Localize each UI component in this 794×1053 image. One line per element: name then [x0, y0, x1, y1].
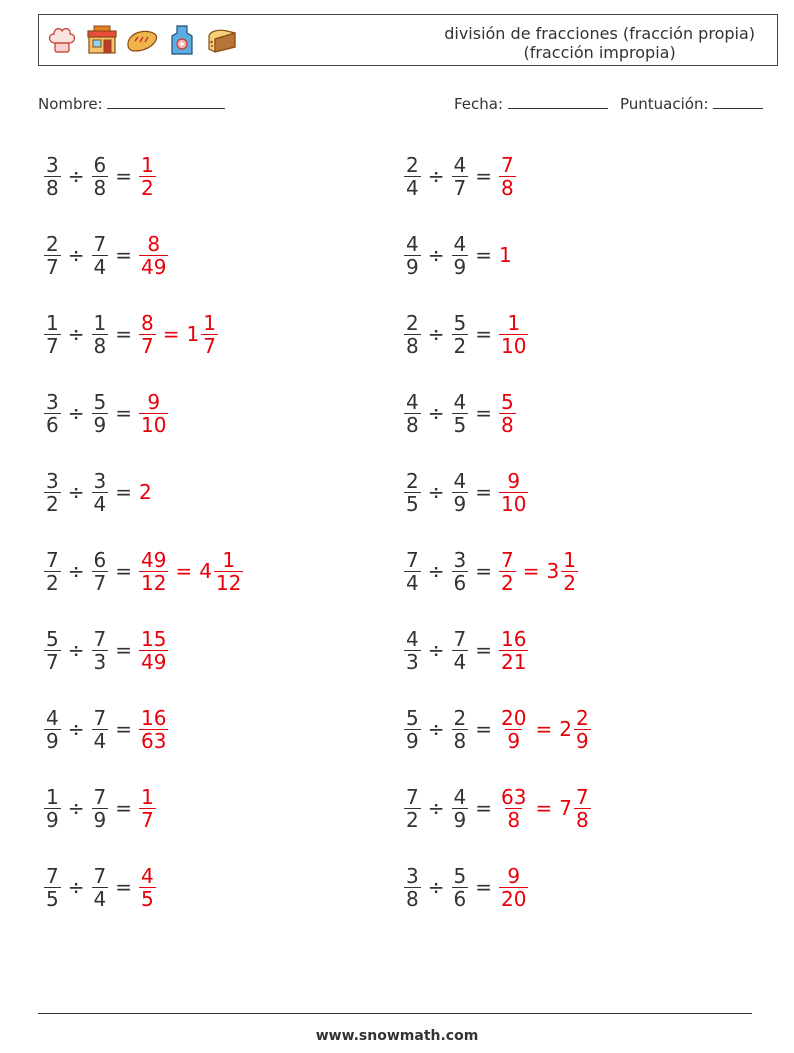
equals-sign: =: [115, 796, 132, 820]
numerator: 2: [575, 705, 589, 730]
mixed-fraction: [214, 549, 243, 594]
numerator: 4: [141, 863, 154, 888]
divisor-fraction: [452, 391, 469, 436]
denominator: 9: [406, 254, 419, 279]
numerator: 1: [46, 310, 59, 335]
mixed-whole: 2: [559, 717, 572, 741]
numerator: 7: [93, 784, 107, 809]
denominator: 8: [46, 175, 59, 200]
numerator: 7: [93, 626, 107, 651]
denominator: 6: [453, 886, 467, 911]
denominator: 49: [141, 254, 167, 279]
divide-sign: ÷: [67, 164, 85, 188]
numerator: 1: [203, 310, 216, 335]
numerator: 4: [453, 784, 467, 809]
denominator: 3: [406, 649, 419, 674]
numerator: 4: [453, 231, 467, 256]
denominator: 12: [141, 570, 167, 595]
problem-item: [44, 541, 243, 601]
denominator: 8: [507, 807, 521, 832]
equals-sign: =: [475, 164, 492, 188]
numerator: 2: [46, 231, 59, 256]
numerator: 7: [453, 626, 467, 651]
numerator: 8: [141, 310, 154, 335]
header-box: [38, 14, 778, 66]
denominator: 9: [453, 807, 467, 832]
equals-sign: =: [535, 796, 553, 820]
problem-item: [44, 778, 156, 838]
denominator: 2: [406, 807, 419, 832]
divide-sign: ÷: [67, 480, 85, 504]
denominator: 4: [406, 175, 419, 200]
divisor-fraction: [92, 707, 109, 752]
equals-sign: =: [115, 243, 132, 267]
dividend-fraction: [44, 707, 61, 752]
equals-sign: =: [475, 717, 492, 741]
numerator: 2: [406, 310, 419, 335]
cheese-bread-icon: [205, 23, 239, 57]
dividend-fraction: [44, 154, 61, 199]
dividend-fraction: [404, 233, 421, 278]
numerator: 8: [147, 231, 161, 256]
denominator: 2: [563, 570, 576, 595]
footer-divider: [38, 1013, 752, 1014]
divisor-fraction: [452, 470, 469, 515]
divisor-fraction: [452, 154, 469, 199]
numerator: 1: [141, 784, 154, 809]
numerator: 16: [141, 705, 167, 730]
denominator: 8: [453, 728, 467, 753]
numerator: 7: [575, 784, 589, 809]
equals-sign: =: [522, 559, 540, 583]
divisor-fraction: [452, 312, 469, 357]
denominator: 8: [406, 333, 419, 358]
denominator: 8: [406, 886, 419, 911]
problem-item: [404, 620, 528, 680]
name-blank[interactable]: [107, 94, 225, 109]
numerator: 6: [93, 547, 107, 572]
worksheet-title: [444, 24, 755, 62]
denominator: 7: [141, 807, 154, 832]
numerator: 5: [46, 626, 59, 651]
numerator: 1: [563, 547, 576, 572]
denominator: 2: [46, 491, 59, 516]
denominator: 6: [46, 412, 59, 437]
answer-whole: 1: [499, 243, 512, 267]
divisor-fraction: [452, 865, 469, 910]
numerator: 4: [406, 626, 419, 651]
denominator: 4: [406, 570, 419, 595]
dividend-fraction: [44, 391, 61, 436]
numerator: 7: [46, 863, 59, 888]
numerator: 4: [453, 152, 467, 177]
numerator: 1: [141, 152, 154, 177]
numerator: 2: [453, 705, 467, 730]
numerator: 7: [93, 863, 107, 888]
divisor-fraction: [452, 233, 469, 278]
equals-sign: =: [475, 559, 492, 583]
divisor-fraction: [92, 312, 109, 357]
mixed-whole: 3: [546, 559, 560, 583]
answer-fraction: [139, 786, 156, 831]
equals-sign: =: [475, 875, 492, 899]
denominator: 4: [453, 649, 467, 674]
numerator: 5: [501, 389, 514, 414]
answer-fraction: [139, 154, 156, 199]
dividend-fraction: [404, 865, 421, 910]
dividend-fraction: [44, 549, 61, 594]
dividend-fraction: [404, 470, 421, 515]
divisor-fraction: [92, 233, 109, 278]
divisor-fraction: [92, 865, 109, 910]
equals-sign: =: [162, 322, 180, 346]
equals-sign: =: [475, 638, 492, 662]
answer-fraction: [499, 628, 528, 673]
numerator: 1: [93, 310, 107, 335]
bakery-shop-icon: [85, 23, 119, 57]
denominator: 2: [453, 333, 467, 358]
numerator: 9: [147, 389, 161, 414]
divide-sign: ÷: [67, 796, 85, 820]
answer-fraction: [499, 154, 516, 199]
numerator: 6: [93, 152, 107, 177]
numerator: 49: [141, 547, 167, 572]
numerator: 7: [501, 547, 514, 572]
divisor-fraction: [92, 549, 109, 594]
dividend-fraction: [404, 312, 421, 357]
problem-item: [404, 304, 528, 364]
denominator: 7: [203, 333, 216, 358]
denominator: 2: [141, 175, 154, 200]
answer-fraction: [139, 233, 168, 278]
denominator: 9: [46, 728, 59, 753]
denominator: 5: [406, 491, 419, 516]
divide-sign: ÷: [427, 717, 445, 741]
denominator: 12: [215, 570, 242, 595]
equals-sign: =: [475, 243, 492, 267]
denominator: 20: [501, 886, 527, 911]
answer-fraction: [139, 312, 156, 357]
numerator: 5: [453, 310, 467, 335]
mixed-whole: 4: [199, 559, 212, 583]
numerator: 5: [93, 389, 107, 414]
problem-item: [44, 304, 218, 364]
chef-hat-icon: [45, 23, 79, 57]
numerator: 5: [453, 863, 467, 888]
numerator: 7: [93, 231, 107, 256]
denominator: 49: [141, 649, 167, 674]
answer-fraction: [139, 391, 168, 436]
numerator: 2: [406, 468, 419, 493]
mixed-whole: 7: [559, 796, 572, 820]
equals-sign: =: [115, 480, 132, 504]
dividend-fraction: [44, 865, 61, 910]
divisor-fraction: [452, 707, 469, 752]
dividend-fraction: [404, 786, 421, 831]
numerator: 7: [406, 784, 419, 809]
denominator: 9: [507, 728, 521, 753]
numerator: 7: [406, 547, 419, 572]
numerator: 4: [453, 468, 467, 493]
denominator: 9: [406, 728, 419, 753]
dividend-fraction: [44, 233, 61, 278]
numerator: 3: [406, 863, 419, 888]
denominator: 2: [501, 570, 514, 595]
denominator: 9: [46, 807, 59, 832]
numerator: 20: [501, 705, 527, 730]
header-icons: [45, 23, 239, 57]
numerator: 3: [46, 468, 59, 493]
denominator: 5: [141, 886, 154, 911]
denominator: 8: [93, 175, 107, 200]
answer-fraction: [499, 786, 528, 831]
equals-sign: =: [115, 638, 132, 662]
problem-item: [44, 462, 152, 522]
score-label: Puntuación:: [620, 95, 709, 113]
denominator: 8: [501, 412, 514, 437]
problem-item: [44, 383, 168, 443]
score-blank[interactable]: [713, 94, 763, 109]
equals-sign: =: [475, 322, 492, 346]
problem-item: [404, 383, 516, 443]
divide-sign: ÷: [427, 559, 445, 583]
numerator: 9: [507, 863, 521, 888]
divisor-fraction: [92, 391, 109, 436]
answer-whole: 2: [139, 480, 152, 504]
divide-sign: ÷: [427, 480, 445, 504]
equals-sign: =: [475, 401, 492, 425]
divisor-fraction: [452, 786, 469, 831]
footer-website: www.snowmath.com: [315, 1028, 479, 1044]
divisor-fraction: [92, 628, 109, 673]
numerator: 3: [46, 152, 59, 177]
denominator: 4: [93, 728, 107, 753]
equals-sign: =: [115, 322, 132, 346]
mixed-fraction: [574, 786, 591, 831]
numerator: 7: [93, 705, 107, 730]
answer-fraction: [499, 865, 528, 910]
numerator: 3: [46, 389, 59, 414]
divide-sign: ÷: [67, 401, 85, 425]
name-field: [38, 94, 225, 113]
problem-item: [404, 699, 591, 759]
answer-fraction: [499, 391, 516, 436]
divide-sign: ÷: [427, 796, 445, 820]
equals-sign: =: [115, 164, 132, 188]
problem-item: [44, 699, 168, 759]
divide-sign: ÷: [427, 875, 445, 899]
bread-loaf-icon: [125, 23, 159, 57]
denominator: 9: [453, 491, 467, 516]
denominator: 4: [93, 254, 107, 279]
denominator: 2: [46, 570, 59, 595]
equals-sign: =: [475, 796, 492, 820]
problem-item: [404, 462, 528, 522]
title-line-1: división de fracciones (fracción propia): [444, 24, 755, 43]
denominator: 4: [93, 491, 107, 516]
divisor-fraction: [92, 154, 109, 199]
denominator: 8: [501, 175, 514, 200]
answer-fraction: [139, 549, 168, 594]
denominator: 9: [93, 412, 107, 437]
name-label: Nombre:: [38, 95, 103, 113]
divide-sign: ÷: [427, 243, 445, 267]
date-blank[interactable]: [508, 94, 608, 109]
numerator: 3: [93, 468, 107, 493]
divide-sign: ÷: [67, 875, 85, 899]
numerator: 4: [406, 389, 419, 414]
denominator: 10: [501, 491, 527, 516]
divide-sign: ÷: [67, 559, 85, 583]
equals-sign: =: [475, 480, 492, 504]
problem-item: [404, 778, 591, 838]
numerator: 15: [141, 626, 167, 651]
numerator: 3: [453, 547, 467, 572]
denominator: 9: [93, 807, 107, 832]
answer-fraction: [499, 549, 516, 594]
problem-item: [404, 146, 516, 206]
numerator: 1: [222, 547, 236, 572]
numerator: 4: [46, 705, 59, 730]
answer-fraction: [139, 865, 156, 910]
divide-sign: ÷: [67, 243, 85, 267]
score-field: [620, 94, 763, 113]
divisor-fraction: [92, 786, 109, 831]
divisor-fraction: [92, 470, 109, 515]
numerator: 1: [46, 784, 59, 809]
numerator: 1: [507, 310, 521, 335]
answer-fraction: [139, 707, 168, 752]
mixed-fraction: [201, 312, 218, 357]
answer-fraction: [499, 312, 528, 357]
divide-sign: ÷: [427, 638, 445, 662]
dividend-fraction: [44, 786, 61, 831]
denominator: 5: [453, 412, 467, 437]
problem-item: [404, 857, 528, 917]
numerator: 16: [501, 626, 527, 651]
numerator: 2: [406, 152, 419, 177]
denominator: 8: [575, 807, 589, 832]
mixed-fraction: [574, 707, 591, 752]
dividend-fraction: [44, 628, 61, 673]
denominator: 7: [46, 254, 59, 279]
divide-sign: ÷: [427, 164, 445, 188]
divide-sign: ÷: [67, 638, 85, 662]
apron-icon: [165, 23, 199, 57]
mixed-whole: 1: [186, 322, 200, 346]
equals-sign: =: [115, 401, 132, 425]
divide-sign: ÷: [67, 717, 85, 741]
divide-sign: ÷: [427, 322, 445, 346]
dividend-fraction: [404, 707, 421, 752]
denominator: 21: [501, 649, 527, 674]
denominator: 10: [501, 333, 527, 358]
equals-sign: =: [535, 717, 553, 741]
dividend-fraction: [404, 628, 421, 673]
numerator: 4: [406, 231, 419, 256]
denominator: 7: [141, 333, 154, 358]
dividend-fraction: [44, 312, 61, 357]
problem-item: [44, 857, 156, 917]
denominator: 10: [141, 412, 167, 437]
denominator: 6: [453, 570, 467, 595]
equals-sign: =: [115, 717, 132, 741]
dividend-fraction: [404, 391, 421, 436]
denominator: 5: [46, 886, 59, 911]
date-field: [454, 94, 608, 113]
mixed-fraction: [561, 549, 578, 594]
problem-item: [44, 225, 168, 285]
denominator: 8: [406, 412, 419, 437]
date-label: Fecha:: [454, 95, 504, 113]
numerator: 7: [46, 547, 59, 572]
denominator: 7: [46, 649, 59, 674]
answer-fraction: [499, 470, 528, 515]
denominator: 9: [453, 254, 467, 279]
numerator: 4: [453, 389, 467, 414]
divisor-fraction: [452, 628, 469, 673]
numerator: 5: [406, 705, 419, 730]
problem-item: [44, 620, 168, 680]
denominator: 3: [93, 649, 107, 674]
numerator: 63: [501, 784, 527, 809]
denominator: 7: [453, 175, 467, 200]
problem-item: [404, 541, 578, 601]
answer-fraction: [139, 628, 168, 673]
answer-fraction: [499, 707, 528, 752]
denominator: 4: [93, 886, 107, 911]
dividend-fraction: [44, 470, 61, 515]
title-line-2: (fracción impropia): [523, 43, 676, 62]
denominator: 8: [93, 333, 107, 358]
dividend-fraction: [404, 549, 421, 594]
divide-sign: ÷: [427, 401, 445, 425]
divide-sign: ÷: [67, 322, 85, 346]
equals-sign: =: [115, 875, 132, 899]
divisor-fraction: [452, 549, 469, 594]
numerator: 7: [501, 152, 514, 177]
equals-sign: =: [175, 559, 193, 583]
denominator: 63: [141, 728, 167, 753]
numerator: 9: [507, 468, 521, 493]
denominator: 7: [93, 570, 107, 595]
denominator: 7: [46, 333, 59, 358]
problem-item: [404, 225, 512, 285]
denominator: 9: [575, 728, 589, 753]
equals-sign: =: [115, 559, 132, 583]
dividend-fraction: [404, 154, 421, 199]
problem-item: [44, 146, 156, 206]
